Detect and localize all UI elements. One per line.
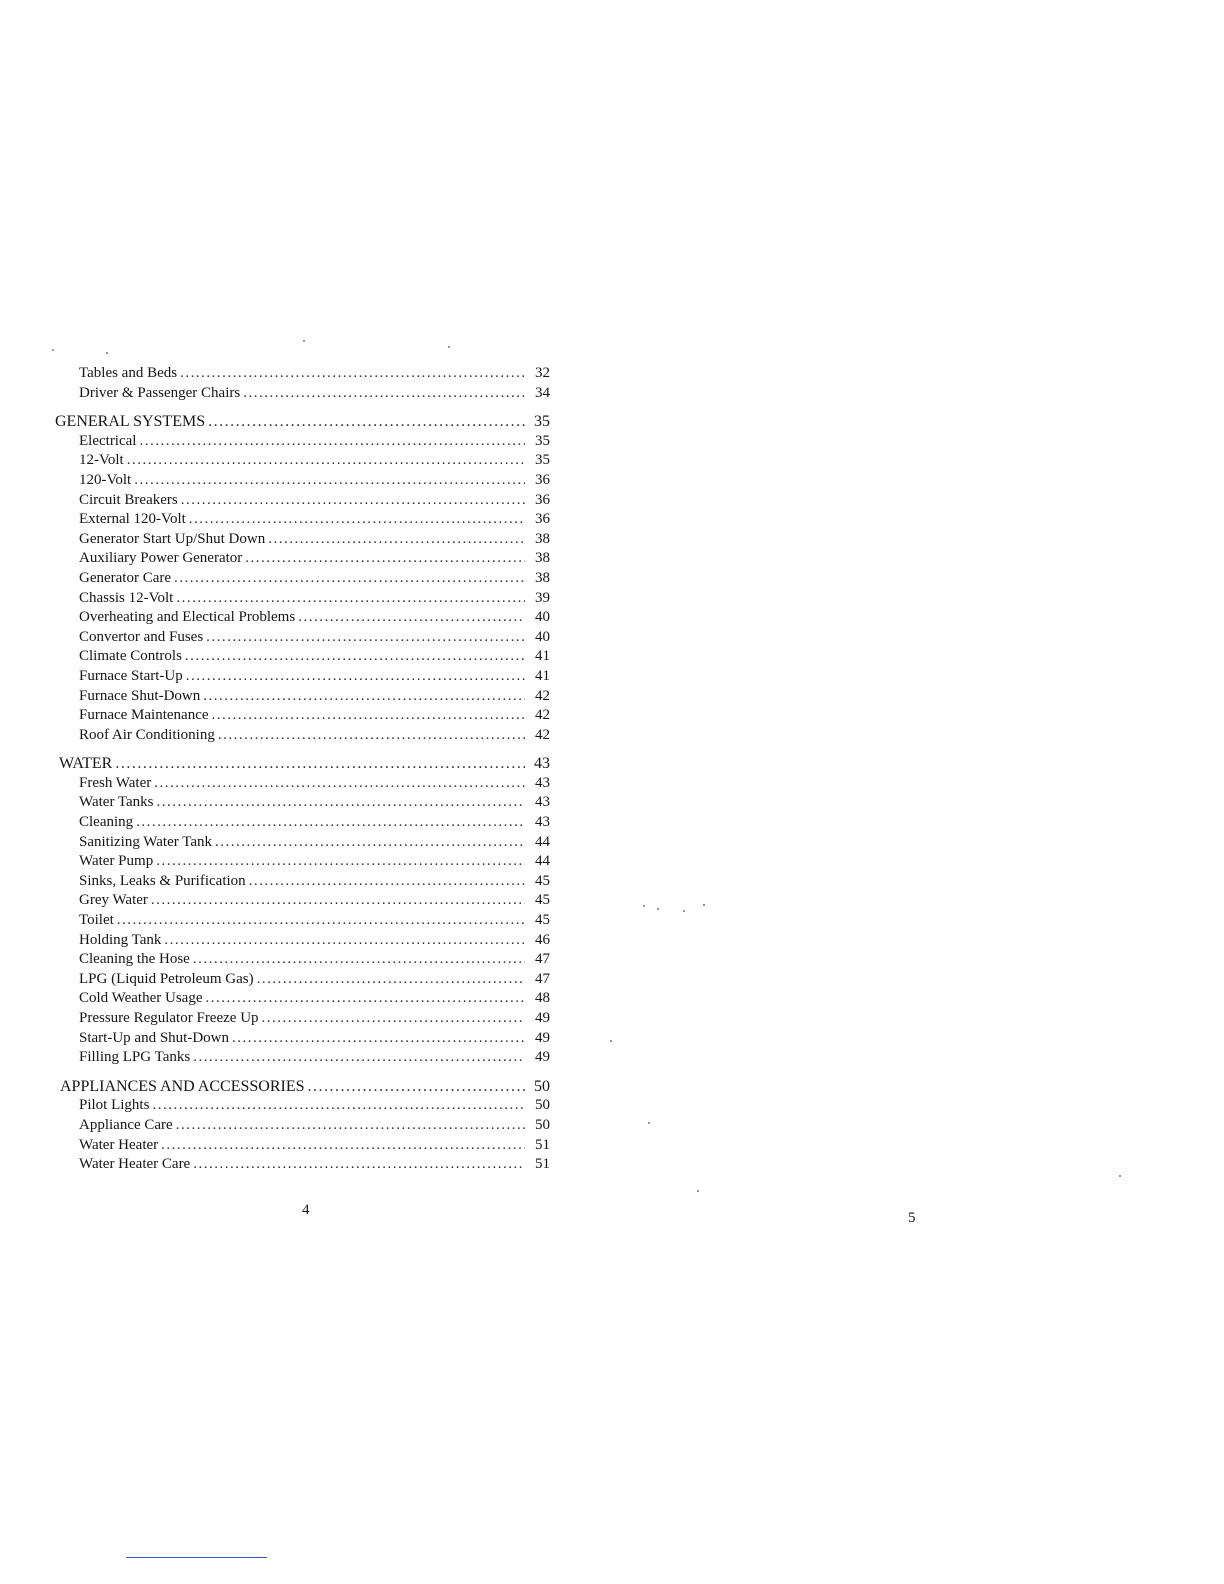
- toc-entry-label: Fresh Water: [79, 774, 152, 791]
- toc-entry-page-number: 39: [535, 589, 550, 606]
- toc-entry-label: Furnace Start-Up: [79, 667, 183, 684]
- toc-entry-label: Sanitizing Water Tank: [79, 833, 212, 850]
- toc-entry: [55, 1136, 550, 1156]
- toc-entry-label: Climate Controls: [79, 648, 182, 665]
- toc-entry: [55, 970, 550, 990]
- toc-entry-page-number: 43: [535, 814, 550, 831]
- dot-leader: [127, 451, 525, 471]
- toc-entry-label: Tables and Beds: [79, 365, 178, 381]
- dot-leader: [212, 706, 525, 726]
- toc-entry-label: Overheating and Electical Problems: [79, 609, 296, 626]
- toc-entry-page-number: 42: [535, 726, 550, 743]
- toc-entry: [55, 1096, 550, 1116]
- toc-entry: [55, 549, 550, 569]
- scan-speck: [648, 1122, 650, 1124]
- toc-entry: [55, 774, 550, 794]
- dot-leader: [245, 549, 525, 569]
- right-page: [612, 0, 1224, 1584]
- toc-entry: [55, 530, 550, 550]
- toc-entry-label: Pilot Lights: [79, 1097, 150, 1114]
- toc-entry-page-number: 38: [535, 530, 550, 547]
- toc-entry-label: 12-Volt: [79, 452, 124, 469]
- scan-speck: [303, 340, 305, 342]
- scan-speck: [703, 904, 705, 906]
- dot-leader: [243, 384, 525, 404]
- toc-entry-page-number: 51: [535, 1156, 550, 1173]
- scan-speck: [1119, 1175, 1121, 1177]
- toc-entry: [55, 911, 550, 931]
- toc-entry: [55, 451, 550, 471]
- toc-section-entry: [55, 412, 550, 432]
- toc-entry: [55, 471, 550, 491]
- dot-leader: [164, 931, 525, 951]
- toc-entry-page-number: 44: [535, 833, 550, 850]
- dot-leader: [249, 872, 525, 892]
- toc-entry: [55, 687, 550, 707]
- toc-entry: [55, 950, 550, 970]
- toc-entry-page-number: 50: [535, 1116, 550, 1133]
- toc-entry-page-number: 34: [535, 384, 550, 401]
- toc-entry-page-number: 43: [534, 755, 550, 773]
- toc-entry-label: Grey Water: [79, 892, 148, 909]
- toc-entry-page-number: 35: [535, 452, 550, 469]
- toc-entry-page-number: 40: [535, 609, 550, 626]
- dot-leader: [189, 510, 525, 530]
- dot-leader: [262, 1009, 525, 1029]
- toc-entry-page-number: 35: [534, 413, 550, 431]
- dot-leader: [152, 1096, 525, 1116]
- toc-entry-page-number: 40: [535, 628, 550, 645]
- toc-entry-page-number: 49: [535, 1029, 550, 1046]
- dot-leader: [232, 1029, 525, 1049]
- toc-entry: [55, 1155, 550, 1175]
- dot-leader: [203, 687, 525, 707]
- toc-entry-label: GENERAL SYSTEMS: [55, 413, 206, 431]
- toc-entry-page-number: 47: [535, 951, 550, 968]
- toc-entry-label: Chassis 12-Volt: [79, 589, 174, 606]
- dot-leader: [185, 647, 525, 667]
- toc-entry-label: Auxiliary Power Generator: [79, 550, 243, 567]
- toc-entry-page-number: 35: [535, 432, 550, 449]
- toc-entry-label: Furnace Shut-Down: [79, 687, 201, 704]
- scan-line: [126, 1557, 267, 1558]
- toc-entry: [55, 589, 550, 609]
- dot-leader: [206, 628, 525, 648]
- dot-leader: [157, 793, 525, 813]
- toc-entry-page-number: 47: [535, 970, 550, 987]
- toc-entry-label: LPG (Liquid Petroleum Gas): [79, 970, 254, 987]
- toc-entry-page-number: 42: [535, 707, 550, 724]
- toc-entry-page-number: 45: [535, 912, 550, 929]
- toc-entry-label: Filling LPG Tanks: [79, 1049, 191, 1066]
- toc-entry-page-number: 41: [535, 667, 550, 684]
- toc-entry: [55, 852, 550, 872]
- toc-entry-label: Driver & Passenger Chairs: [79, 384, 241, 401]
- dot-leader: [156, 852, 525, 872]
- toc-entry: [55, 1029, 550, 1049]
- dot-leader: [139, 432, 525, 452]
- toc-entry-label: Generator Care: [79, 569, 172, 586]
- toc-entry-label: Cleaning: [79, 814, 134, 831]
- toc-entry-label: Roof Air Conditioning: [79, 726, 215, 743]
- toc-entry-label: Cleaning the Hose: [79, 951, 190, 968]
- toc-entry: [55, 384, 550, 404]
- dot-leader: [176, 1116, 525, 1136]
- toc-entry-label: Water Tanks: [79, 794, 154, 811]
- dot-leader: [151, 891, 525, 911]
- dot-leader: [186, 667, 525, 687]
- toc-entry-page-number: 50: [534, 1077, 550, 1095]
- dot-leader: [134, 471, 525, 491]
- toc-entry: [55, 931, 550, 951]
- dot-leader: [208, 412, 525, 432]
- scan-speck: [697, 1190, 699, 1192]
- toc-entry: [55, 1116, 550, 1136]
- toc-entry: [55, 872, 550, 892]
- dot-leader: [180, 364, 525, 384]
- toc-entry-page-number: 32: [535, 365, 550, 381]
- toc-entry-page-number: 49: [535, 1049, 550, 1066]
- toc-entry-label: Toilet: [79, 912, 114, 929]
- toc-entry-page-number: 45: [535, 872, 550, 889]
- dot-leader: [193, 950, 525, 970]
- toc-entry: [55, 569, 550, 589]
- toc-entry-label: External 120-Volt: [79, 511, 186, 528]
- toc-entry-page-number: 38: [535, 550, 550, 567]
- dot-leader: [136, 813, 525, 833]
- dot-leader: [298, 608, 525, 628]
- dot-leader: [193, 1048, 525, 1068]
- dot-leader: [174, 569, 525, 589]
- toc-entry: [55, 891, 550, 911]
- toc-entry-label: Holding Tank: [79, 931, 162, 948]
- toc-entry-label: Sinks, Leaks & Purification: [79, 872, 246, 889]
- toc-entry-page-number: 50: [535, 1097, 550, 1114]
- dot-leader: [205, 989, 525, 1009]
- toc-entry: [55, 647, 550, 667]
- toc-entry-label: Circuit Breakers: [79, 491, 178, 508]
- scan-speck: [643, 905, 645, 907]
- toc-entry-label: Convertor and Fuses: [79, 628, 204, 645]
- scan-speck: [683, 910, 685, 912]
- scan-speck: [610, 1040, 612, 1042]
- toc-entry: [55, 706, 550, 726]
- toc-entry: [55, 1048, 550, 1068]
- toc-entry: [55, 608, 550, 628]
- dot-leader: [181, 491, 525, 511]
- dot-leader: [308, 1077, 526, 1097]
- toc-entry: [55, 1009, 550, 1029]
- toc-entry-label: Generator Start Up/Shut Down: [79, 530, 266, 547]
- toc-entry-label: Water Heater: [79, 1136, 159, 1153]
- dot-leader: [193, 1155, 525, 1175]
- toc-entry-page-number: 49: [535, 1010, 550, 1026]
- toc-entry: [55, 364, 550, 384]
- toc-entry: [55, 432, 550, 452]
- toc-entry-page-number: 43: [535, 794, 550, 811]
- toc-entry: [55, 833, 550, 853]
- dot-leader: [176, 589, 525, 609]
- scan-speck: [106, 352, 108, 354]
- toc-entry-label: Water Pump: [79, 853, 154, 870]
- dot-leader: [268, 530, 525, 550]
- toc-entry: [55, 989, 550, 1009]
- toc-entry: [55, 813, 550, 833]
- dot-leader: [117, 911, 525, 931]
- toc-entry-label: Furnace Maintenance: [79, 707, 209, 724]
- toc-entry-page-number: 45: [535, 892, 550, 909]
- dot-leader: [218, 726, 525, 746]
- toc-entry-page-number: 36: [535, 471, 550, 488]
- toc-entry: [55, 491, 550, 511]
- toc-entry: [55, 793, 550, 813]
- toc-entry-page-number: 38: [535, 569, 550, 586]
- toc-entry-label: 120-Volt: [79, 471, 132, 488]
- dot-leader: [161, 1136, 525, 1156]
- toc-entry: [55, 667, 550, 687]
- toc-entry-page-number: 41: [535, 648, 550, 665]
- toc-section-entry: [55, 1077, 550, 1097]
- toc-entry: [55, 726, 550, 746]
- toc-entry: [55, 510, 550, 530]
- toc-entry-label: Water Heater Care: [79, 1156, 191, 1173]
- toc-entry-page-number: 36: [535, 511, 550, 528]
- toc-entry: [55, 628, 550, 648]
- dot-leader: [154, 774, 525, 794]
- dot-leader: [115, 754, 525, 774]
- toc-entry-label: Start-Up and Shut-Down: [79, 1029, 229, 1046]
- dot-leader: [215, 833, 525, 853]
- dot-leader: [257, 970, 525, 990]
- toc-entry-page-number: 48: [535, 990, 550, 1007]
- scan-speck: [448, 346, 450, 348]
- table-of-contents-left: [55, 364, 550, 1175]
- toc-entry-label: Cold Weather Usage: [79, 990, 203, 1007]
- page-number-right: 5: [908, 1210, 916, 1226]
- toc-entry-label: WATER: [59, 755, 113, 773]
- toc-entry-page-number: 42: [535, 687, 550, 704]
- scan-speck: [657, 908, 659, 910]
- toc-entry-label: APPLIANCES AND ACCESSORIES: [60, 1077, 305, 1095]
- page-number-left: 4: [302, 1202, 310, 1218]
- toc-entry-page-number: 44: [535, 853, 550, 870]
- toc-entry-label: Appliance Care: [79, 1116, 173, 1133]
- toc-entry-label: Electrical: [79, 432, 137, 449]
- toc-entry-page-number: 46: [535, 931, 550, 948]
- toc-section-entry: [55, 754, 550, 774]
- toc-entry-page-number: 36: [535, 491, 550, 508]
- scan-speck: [52, 349, 54, 351]
- toc-entry-page-number: 43: [535, 774, 550, 791]
- toc-entry-page-number: 51: [535, 1136, 550, 1153]
- toc-entry-label: Pressure Regulator Freeze Up: [79, 1010, 259, 1026]
